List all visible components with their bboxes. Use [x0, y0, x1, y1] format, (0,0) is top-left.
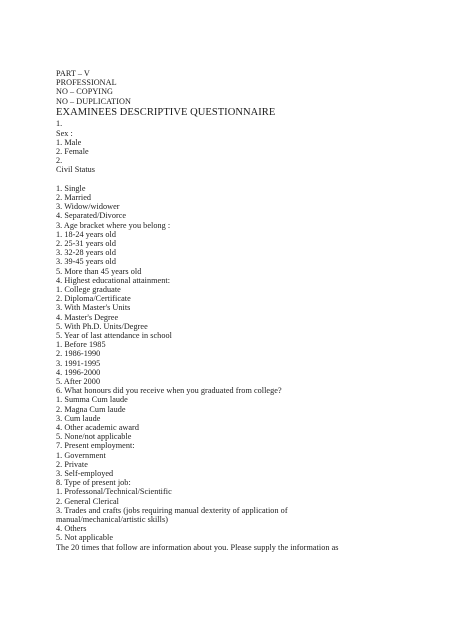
option: 2. 1986-1990	[56, 349, 101, 359]
option: 3. With Master's Units	[56, 303, 131, 313]
option: 1. Professonal/Technical/Scientific	[56, 487, 172, 497]
option: 1. Government	[56, 450, 106, 460]
option: 1. Summa Cum laude	[56, 395, 128, 405]
part-label: PART – V	[56, 69, 90, 78]
option: 4. 1996-2000	[56, 367, 101, 377]
option: 5. None/not applicable	[56, 432, 132, 442]
question-text: Civil Status	[56, 165, 96, 175]
option: 1. Male	[56, 137, 82, 147]
option: 3. 39-45 years old	[56, 257, 117, 267]
option: 2. Magna Cum laude	[56, 404, 126, 414]
question-text: Sex :	[56, 128, 73, 138]
question-number: 1.	[56, 119, 63, 129]
question-text: 7. Present employment:	[56, 441, 135, 451]
option: 2. General Clerical	[56, 496, 120, 506]
option: 5. More than 45 years old	[56, 266, 142, 276]
option: 1. College graduate	[56, 284, 121, 294]
option: 3. Widow/widower	[56, 202, 120, 212]
question-text: 4. Highest educational attainment:	[56, 275, 171, 285]
question-text: 3. Age bracket where you belong :	[56, 220, 171, 230]
option: 2. Private	[56, 459, 88, 469]
option: 1. Single	[56, 183, 86, 193]
option: 5. With Ph.D. Units/Degree	[56, 321, 148, 331]
option: 2. 25-31 years old	[56, 238, 117, 248]
instruction-text: The 20 times that follow are information about you. Please supply the information as	[56, 542, 339, 552]
option: 4. Separated/Divorce	[56, 211, 127, 221]
no-duplication-notice: NO – DUPLICATION	[56, 96, 131, 106]
question-text: 8. Type of present job:	[56, 478, 131, 488]
option: 3. Cum laude	[56, 413, 101, 423]
question-text: 5. Year of last attendance in school	[56, 330, 172, 340]
option: 4. Others	[56, 524, 87, 534]
questionnaire-body	[56, 69, 436, 552]
no-copying-notice: NO – COPYING	[56, 87, 114, 97]
option: 5. After 2000	[56, 376, 101, 386]
option: 2. Diploma/Certificate	[56, 294, 131, 304]
option: 5. Not applicable	[56, 533, 114, 543]
category-label: PROFESSIONAL	[56, 78, 117, 88]
option-continuation: manual/mechanical/artistic skills)	[56, 515, 168, 525]
option: 4. Master's Degree	[56, 312, 119, 322]
questionnaire-title: EXAMINEES DESCRIPTIVE QUESTIONNAIRE	[56, 106, 276, 118]
option: 2. Married	[56, 192, 92, 202]
question-text: 6. What honours did you receive when you graduated from college?	[56, 386, 282, 396]
option: 1. Before 1985	[56, 340, 106, 350]
option: 3. Trades and crafts (jobs requiring manual dexterity of application of	[56, 505, 288, 515]
option: 2. Female	[56, 146, 89, 156]
option: 4. Other academic award	[56, 423, 139, 432]
option: 3. 1991-1995	[56, 358, 101, 368]
question-number: 2.	[56, 156, 63, 166]
option: 3. Self-employed	[56, 469, 114, 479]
blank-line	[56, 175, 436, 184]
option: 1. 18-24 years old	[56, 229, 117, 239]
option: 3. 32-28 years old	[56, 248, 117, 258]
